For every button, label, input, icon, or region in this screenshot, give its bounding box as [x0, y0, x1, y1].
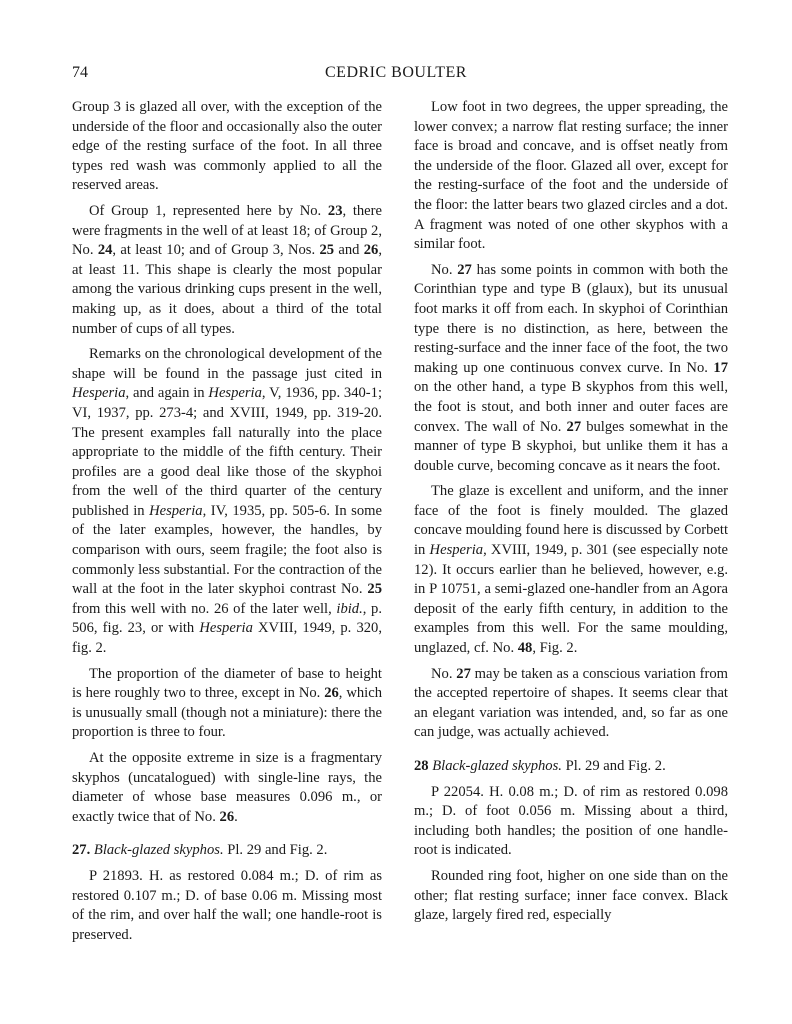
page-number: 74 [72, 64, 88, 81]
running-head-title: CEDRIC BOULTER [325, 64, 467, 81]
paragraph: No. 27 may be taken as a conscious variation from the accepted repertoire of shapes. It seems clear that an elegant variation was intended, and, so far as one can judge, was actually achieved. [414, 665, 728, 741]
paragraph: Rounded ring foot, higher on one side than on the other; flat resting surface; inner face convex. Black glaze, largely fired red, especially [414, 867, 728, 924]
paragraph: Group 3 is glazed all over, with the exception of the underside of the floor and occasionally also the outer edge of the resting surface of the foot. In all three types red wash was commonly applied to all the reserved areas. [72, 99, 382, 194]
right-column [414, 98, 728, 932]
paragraph: At the opposite extreme in size is a fragmentary skyphos (uncatalogued) with single-line rays, the diameter of whose base measures 0.096 m., or exactly twice that of No. 26. [72, 750, 382, 825]
catalogue-entry-28-description: P 22054. H. 0.08 m.; D. of rim as restored 0.098 m.; D. of foot 0.056 m. Missing about a third, including both handles; the position of one handle-root is indicated. [414, 783, 728, 859]
catalogue-entry-27-description: P 21893. H. as restored 0.084 m.; D. of rim as restored 0.107 m.; D. of base 0.06 m. Missing most of the rim, and over half the wall; one handle-root is preserved. [72, 867, 382, 943]
left-column [72, 98, 382, 951]
running-header [72, 64, 720, 86]
paragraph: The proportion of the diameter of base to height is here roughly two to three, except in No. 26, which is unusually small (though not a miniature): there the proportion is three to four. [72, 665, 382, 741]
catalogue-entry-27-heading: 27. Black-glazed skyphos. Pl. 29 and Fig. 2. [72, 842, 328, 859]
paragraph: Remarks on the chronological development of the shape will be found in the passage just cited in Hesperia, and again in Hesperia, V, 1936, pp. 340-1; VI, 1937, pp. 273-4; and XVIII, 1949, pp. 319-20. The present examples fall naturally into the place appropriate to the middle of the fifth century. Their profiles are a good deal like those of the skyphoi from the well of the third quarter of the century published in Hesperia, IV, 1935, pp. 505-6. In some of the later examples, however, the handles, by comparison with ours, seem fragile; the foot also is commonly less substantial. For the contraction of the wall at the foot in the later skyphoi contrast No. 25 from this well with no. 26 of the later well, ibid., p. 506, fig. 23, or with Hesperia XVIII, 1949, p. 320, fig. 2. [72, 346, 382, 657]
paragraph: No. 27 has some points in common with both the Corinthian type and type B (glaux), but its unusual foot marks it off from each. In skyphoi of Corinthian type there is no distinction, as here, between the resting-surface and the inner face of the foot, the two making up one continuous convex curve. In No. 17 on the other hand, a type B skyphos from this well, the foot is stout, and both inner and outer faces are convex. The wall of No. 27 bulges somewhat in the manner of type B skyphoi, but unlike them it has a double curve, becoming concave as it nears the foot. [414, 261, 728, 474]
catalogue-entry-28-heading: 28 Black-glazed skyphos. Pl. 29 and Fig. 2. [414, 758, 666, 774]
paragraph: Of Group 1, represented here by No. 23, there were fragments in the well of at least 18; of Group 2, No. 24, at least 10; and of Group 3, Nos. 25 and 26, at least 11. This shape is clearly the most popular among the various drinking cups present in the well, making up, as it does, about a third of the total number of cups of all types. [72, 202, 382, 337]
paragraph: The glaze is excellent and uniform, and the inner face of the foot is finely moulded. The glazed concave moulding found here is discussed by Corbett in Hesperia, XVIII, 1949, p. 301 (see especially note 12). It occurs earlier than he believed, however, e.g. in P 10751, a semi-glazed one-handler from an Agora deposit of the early fifth century, in addition to the examples from this well. For the same moulding, unglazed, cf. No. 48, Fig. 2. [414, 483, 728, 657]
paragraph: Low foot in two degrees, the upper spreading, the lower convex; a narrow flat resting surface; the inner face is broad and concave, and is offset neatly from the underside of the floor. Glazed all over, except for the resting-surface of the foot and the underside of the floor: the latter bears two glazed circles and a dot. A fragment was noted of one other skyphos with a similar foot. [414, 99, 728, 253]
